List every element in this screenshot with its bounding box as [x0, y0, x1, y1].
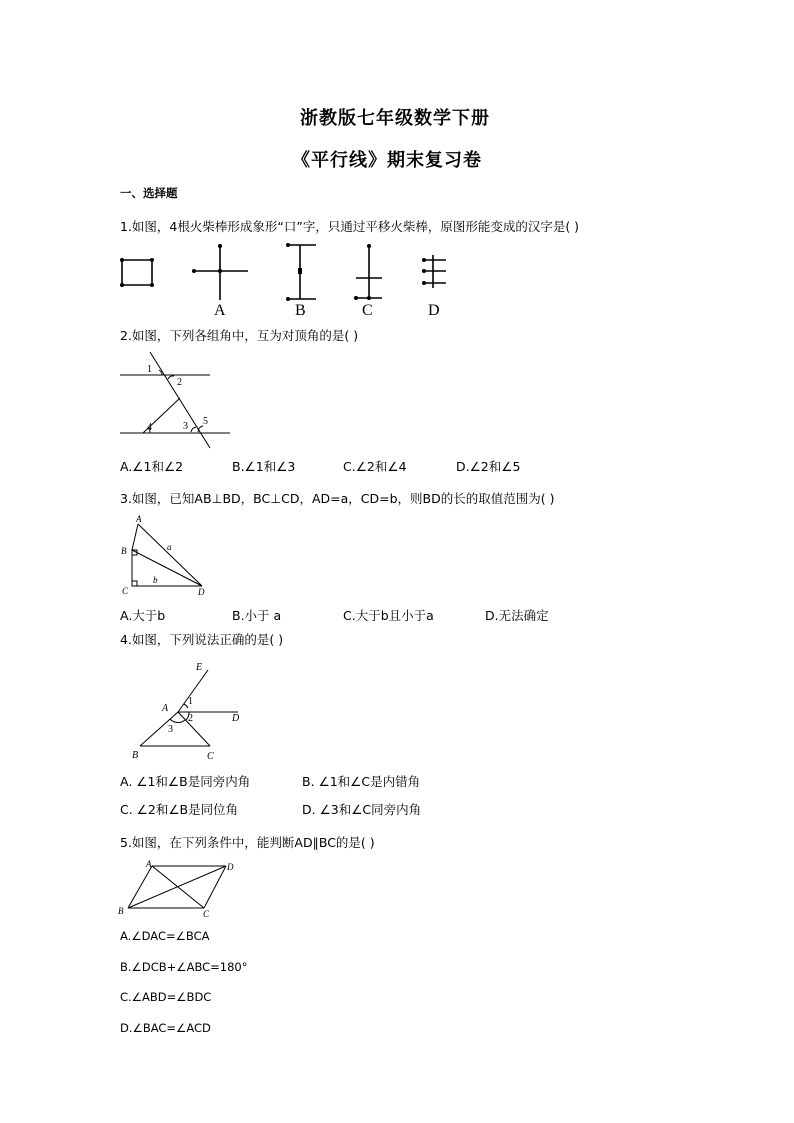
- q1-label-b: B: [295, 302, 306, 319]
- q5-point-a: A: [146, 859, 152, 869]
- q4-option-d[interactable]: D. ∠3和∠C同旁内角: [302, 802, 422, 817]
- q5-figure: [114, 858, 244, 923]
- q5-option-c[interactable]: C.∠ABD=∠BDC: [120, 990, 212, 1004]
- q4-point-a: A: [162, 703, 169, 714]
- q5-option-d[interactable]: D.∠BAC=∠ACD: [120, 1021, 211, 1035]
- q2-angle-label-1: 1: [147, 364, 152, 375]
- q4-option-a[interactable]: A. ∠1和∠B是同旁内角: [120, 774, 251, 789]
- q4-point-d: D: [232, 713, 240, 724]
- question-3-text: 3.如图，已知AB⊥BD，BC⊥CD，AD=a，CD=b，则BD的长的取值范围为( ): [120, 491, 555, 506]
- q4-point-c: C: [207, 751, 214, 762]
- q3-point-b: B: [121, 546, 127, 556]
- q1-option-c-figure: [354, 244, 382, 300]
- q3-option-a[interactable]: A.大于b: [120, 608, 166, 623]
- q5-point-b: B: [118, 906, 124, 916]
- q4-option-c[interactable]: C. ∠2和∠B是同位角: [120, 802, 239, 817]
- q4-angle-3: 3: [168, 724, 173, 735]
- q5-option-a[interactable]: A.∠DAC=∠BCA: [120, 929, 210, 943]
- q1-square-figure: [120, 258, 154, 287]
- q2-angle-label-4: 4: [147, 422, 152, 433]
- q2-option-b[interactable]: B.∠1和∠3: [232, 459, 296, 474]
- q4-angle-2: 2: [188, 713, 193, 724]
- question-5-text: 5.如图，在下列条件中，能判断AD∥BC的是( ): [120, 835, 375, 850]
- q3-option-c[interactable]: C.大于b且小于a: [343, 608, 434, 623]
- q2-option-a[interactable]: A.∠1和∠2: [120, 459, 184, 474]
- q3-length-a: a: [167, 542, 172, 552]
- q1-option-d-figure: [422, 255, 446, 288]
- q4-option-b[interactable]: B. ∠1和∠C是内错角: [302, 774, 421, 789]
- q4-angle-1: 1: [188, 696, 193, 707]
- q5-point-d: D: [227, 862, 234, 872]
- q1-figure: [110, 238, 450, 318]
- doc-title-line1: 浙教版七年级数学下册: [300, 108, 490, 129]
- q4-point-b: B: [132, 750, 139, 761]
- q3-point-d: D: [198, 587, 205, 597]
- q3-point-a: A: [136, 514, 142, 524]
- q1-label-c: C: [362, 302, 373, 319]
- q3-point-c: C: [122, 586, 129, 596]
- q2-angle-label-3: 3: [183, 421, 188, 432]
- q1-option-a-figure: [192, 244, 248, 300]
- q3-length-b: b: [153, 575, 158, 585]
- section-heading: 一、选择题: [120, 186, 178, 200]
- q5-point-c: C: [203, 909, 210, 919]
- q2-option-c[interactable]: C.∠2和∠4: [343, 459, 407, 474]
- q1-label-d: D: [428, 302, 440, 319]
- q1-option-b-figure: [286, 243, 316, 301]
- question-2-text: 2.如图，下列各组角中，互为对顶角的是( ): [120, 328, 359, 343]
- q3-option-d[interactable]: D.无法确定: [485, 608, 549, 623]
- q2-option-d[interactable]: D.∠2和∠5: [456, 459, 521, 474]
- q2-angle-label-2: 2: [177, 377, 182, 388]
- q2-figure: [118, 350, 238, 450]
- q3-option-b[interactable]: B.小于 a: [232, 608, 282, 623]
- q2-angle-label-5: 5: [203, 416, 208, 427]
- doc-title-line2: 《平行线》期末复习卷: [292, 150, 482, 171]
- q3-figure: [118, 512, 218, 602]
- q4-figure: [126, 660, 256, 765]
- question-4-text: 4.如图，下列说法正确的是( ): [120, 632, 284, 647]
- q1-label-a: A: [214, 302, 226, 319]
- q5-option-b[interactable]: B.∠DCB+∠ABC=180°: [120, 960, 248, 974]
- q4-point-e: E: [196, 662, 203, 673]
- question-1-text: 1.如图，4根火柴棒形成象形“口”字，只通过平移火柴棒，原图形能变成的汉字是( ): [120, 219, 580, 234]
